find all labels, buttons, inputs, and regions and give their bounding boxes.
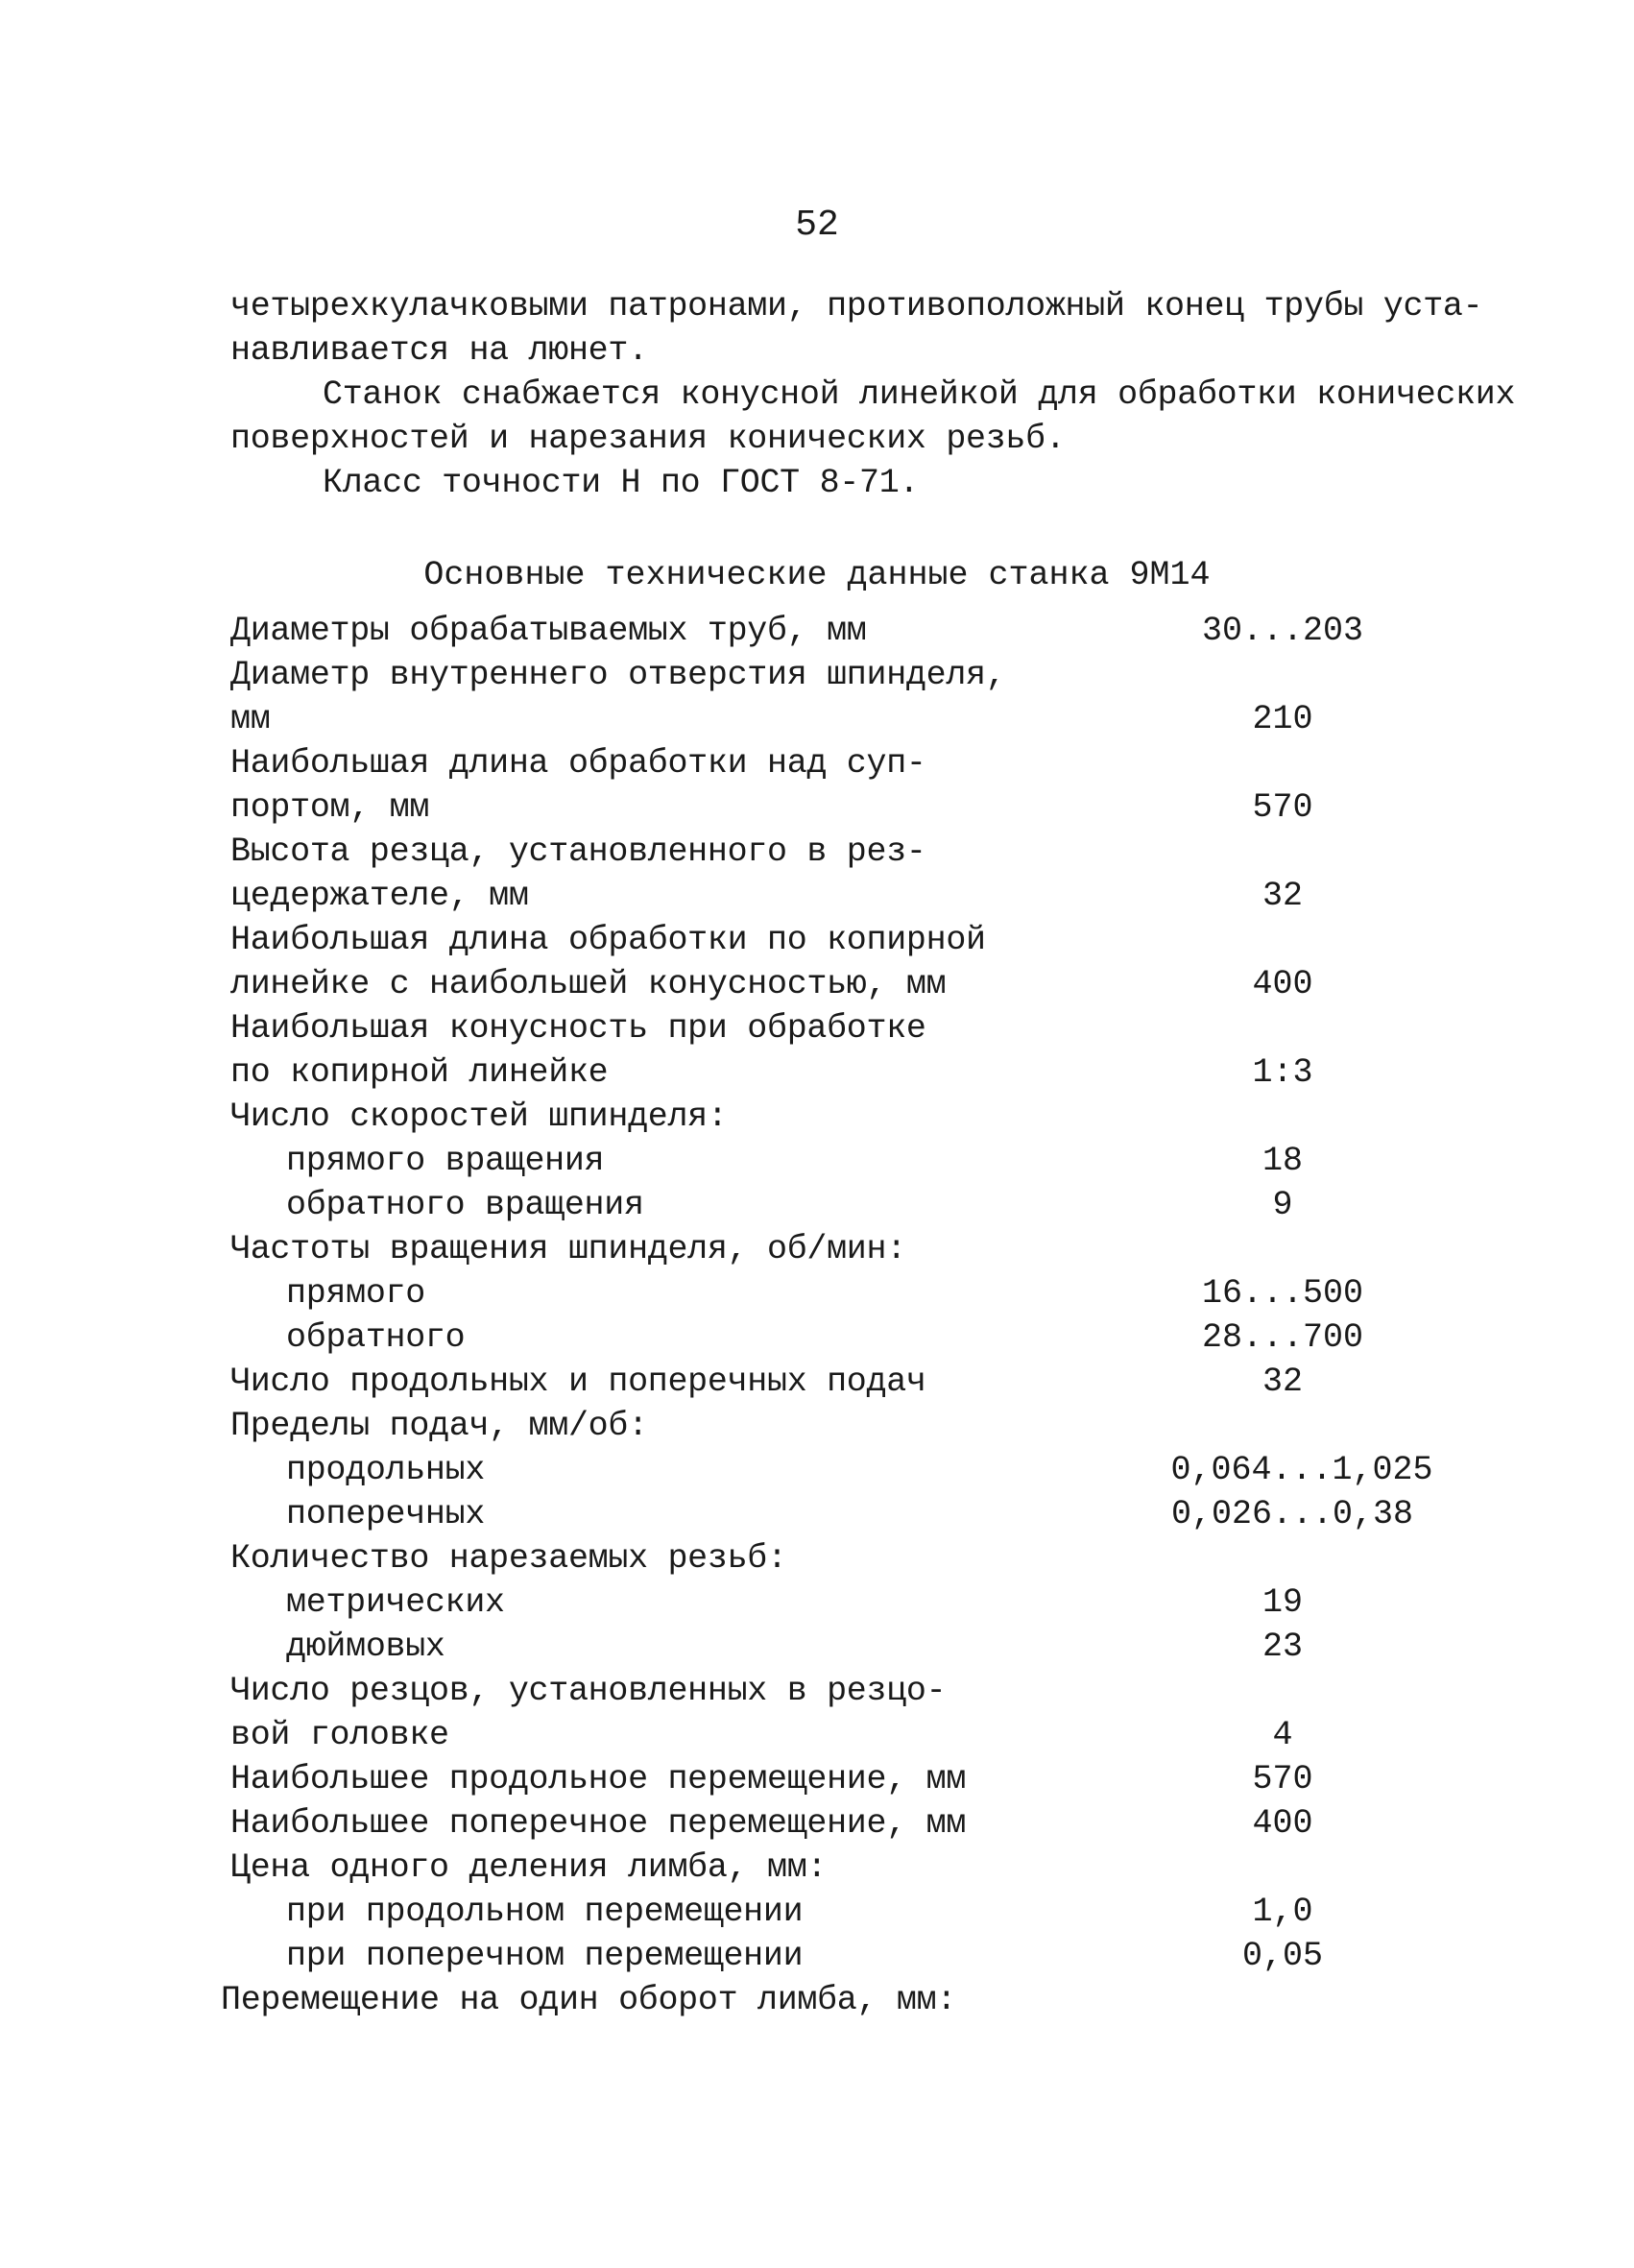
spec-value: 23 <box>1262 1628 1303 1666</box>
spec-label: обратного <box>286 1318 466 1357</box>
spec-value: 19 <box>1262 1583 1303 1622</box>
spec-label: вой головке <box>230 1716 449 1754</box>
spec-label: цедержателе, мм <box>230 877 529 915</box>
spec-value: 0,026...0,38 <box>1170 1495 1414 1533</box>
spec-label: поперечных <box>286 1495 486 1533</box>
spec-label: метрических <box>286 1583 505 1622</box>
spec-value: 400 <box>1252 965 1313 1003</box>
spec-label: Число продольных и поперечных подач <box>230 1363 926 1401</box>
intro-line-1: четырехкулачковыми патронами, противоположный конец трубы уста- <box>230 287 1483 326</box>
spec-label: Перемещение на один оборот лимба, мм: <box>221 1981 957 2019</box>
spec-value: 30...203 <box>1201 612 1364 650</box>
spec-value: 4 <box>1272 1716 1293 1754</box>
spec-value: 210 <box>1252 700 1313 738</box>
spec-value: 32 <box>1262 1363 1303 1401</box>
spec-label: Высота резца, установленного в рез- <box>230 832 926 871</box>
spec-label: Диаметры обрабатываемых труб, мм <box>230 612 867 650</box>
spec-value: 32 <box>1262 877 1303 915</box>
intro-line-2: навливается на люнет. <box>230 331 648 370</box>
spec-label: мм <box>230 700 271 738</box>
spec-label: продольных <box>286 1451 486 1489</box>
spec-label: Наибольшее поперечное перемещение, мм <box>230 1804 967 1843</box>
intro-line-3: Станок снабжается конусной линейкой для обработки конических <box>323 375 1516 414</box>
spec-value: 570 <box>1252 1760 1313 1798</box>
spec-label: Наибольшая длина обработки над суп- <box>230 744 926 783</box>
spec-label: прямого <box>286 1274 425 1313</box>
spec-value: 1,0 <box>1252 1893 1313 1931</box>
spec-label: прямого вращения <box>286 1142 605 1180</box>
spec-label: дюймовых <box>286 1628 445 1666</box>
page-number: 52 <box>795 205 839 246</box>
spec-label: Наибольшее продольное перемещение, мм <box>230 1760 967 1798</box>
spec-value: 570 <box>1252 788 1313 827</box>
spec-label: портом, мм <box>230 788 430 827</box>
spec-value: 28...700 <box>1201 1318 1364 1357</box>
spec-label: Число резцов, установленных в резцо- <box>230 1672 947 1710</box>
spec-label: при продольном перемещении <box>286 1893 804 1931</box>
spec-label: Диаметр внутреннего отверстия шпинделя, <box>230 656 1006 694</box>
spec-value: 1:3 <box>1252 1053 1313 1092</box>
spec-value: 0,05 <box>1241 1937 1323 1975</box>
spec-label: Частоты вращения шпинделя, об/мин: <box>230 1230 906 1268</box>
spec-value: 9 <box>1272 1186 1293 1224</box>
spec-label: при поперечном перемещении <box>286 1937 804 1975</box>
spec-label: обратного вращения <box>286 1186 644 1224</box>
spec-label: Наибольшая конусность при обработке <box>230 1009 926 1048</box>
spec-value: 400 <box>1252 1804 1313 1843</box>
spec-label: Наибольшая длина обработки по копирной <box>230 921 986 959</box>
intro-line-5: Класс точности Н по ГОСТ 8-71. <box>323 464 920 502</box>
intro-line-4: поверхностей и нарезания конических резьб. <box>230 420 1066 458</box>
spec-label: Число скоростей шпинделя: <box>230 1098 728 1136</box>
spec-table-title: Основные технические данные станка 9М14 <box>423 556 1211 594</box>
spec-label: Пределы подач, мм/об: <box>230 1407 648 1445</box>
spec-label: по копирной линейке <box>230 1053 609 1092</box>
spec-label: линейке с наибольшей конусностью, мм <box>230 965 947 1003</box>
spec-value: 0,064...1,025 <box>1170 1451 1433 1489</box>
spec-value: 18 <box>1262 1142 1303 1180</box>
spec-label: Количество нарезаемых резьб: <box>230 1539 787 1578</box>
spec-label: Цена одного деления лимба, мм: <box>230 1848 828 1887</box>
spec-value: 16...500 <box>1201 1274 1364 1313</box>
